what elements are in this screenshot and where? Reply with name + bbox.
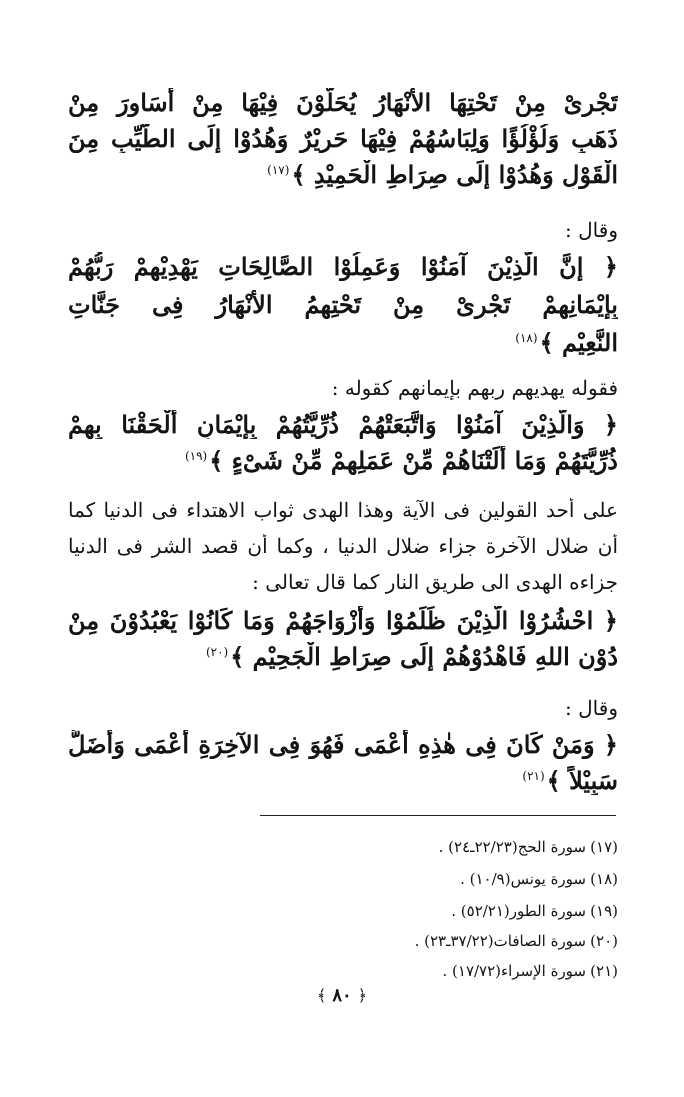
verse-text: دُوْنِ اللهِ فَاهْدُوْهُمْ إِلَى صِرَاطِ الْجَحِيْمِ ﴾ — [230, 642, 618, 671]
footnote-ref: (١٩) — [184, 449, 208, 463]
intro-text: وقال : — [565, 218, 618, 242]
footnote — [460, 870, 618, 888]
footnote — [443, 962, 619, 980]
footnote-number: (٢١) — [590, 962, 618, 980]
footnote-text: سورة الحج(٢٢/٢٣ـ٢٤) . — [438, 838, 586, 856]
verse-text: سَبِيْلاً ﴾ — [546, 766, 618, 795]
verse-line: ﴿ وَمَنْ كَانَ فِى هٰذِهِ أَعْمَى فَهُوَ فِى الآخِرَةِ أَعْمَى وَأَضَلُّ — [68, 730, 618, 759]
footnote-number: (١٩) — [590, 902, 618, 920]
verse-line-last — [68, 642, 618, 671]
ornament-left-icon: ﴾ — [316, 986, 327, 1005]
footnote-text: سورة الإسراء(١٧/٧٢) . — [442, 962, 586, 980]
verse-line: تَجْرِىْ مِنْ تَحْتِهَا الأَنْهَارُ يُحَلَّوْنَ فِيْهَا مِنْ أَسَاوِرَ مِنْ — [68, 88, 618, 117]
footnote-number: (١٨) — [590, 870, 618, 888]
verse-text: ذُرِّيَّتَهُمْ وَمَا أَلَتْنَاهُمْ مِّنْ عَمَلِهِمْ مِّنْ شَىْءٍ ﴾ — [209, 446, 618, 475]
verse-line: ﴿ وَالَّذِيْنَ آمَنُوْا وَاتَّبَعَتْهُمْ ذُرِّيَّتُهُمْ بِإِيْمَانٍ أَلْحَقْنَا بِهِمْ — [68, 410, 618, 439]
footnote-number: (١٧) — [590, 838, 618, 856]
footnote — [451, 902, 618, 920]
verse-line: ﴿ إِنَّ الَّذِيْنَ آمَنُوْا وَعَمِلُوْا الصَّالِحَاتِ يَهْدِيْهِمْ رَبُّهُمْ — [68, 252, 618, 281]
verse-line-last — [68, 328, 618, 357]
footnote-ref: (٢١) — [522, 769, 545, 783]
verse-text: الْقَوْلِ وَهُدُوْا إِلَى صِرَاطِ الْحَمِيْدِ ﴾ — [291, 160, 618, 189]
footnote-divider — [260, 815, 616, 816]
paragraph-line: أن ضلال الآخرة جزاء ضلال الدنيا ، وكما أن قصد الشر فى الدنيا — [68, 534, 618, 558]
page-number-value: ٨٠ — [332, 985, 352, 1006]
intro-text: وقال : — [565, 696, 618, 720]
footnote — [439, 838, 618, 856]
footnote-ref: (١٧) — [267, 163, 290, 177]
verse-line-last — [68, 160, 618, 189]
footnote-text: سورة يونس(١٠/٩) . — [460, 870, 586, 888]
paragraph-line: جزاءه الهدى الى طريق النار كما قال تعالى : — [252, 570, 618, 594]
verse-line-last — [68, 446, 618, 475]
footnote-ref: (٢٠) — [205, 645, 229, 659]
footnote — [415, 932, 618, 950]
footnote-text: سورة الطور(٥٢/٢١) . — [451, 902, 586, 920]
verse-line-last — [68, 766, 618, 795]
verse-text: النَّعِيْمِ ﴾ — [539, 328, 618, 357]
page-number — [0, 985, 684, 1006]
footnote-text: سورة الصافات(٣٧/٢٢ـ٢٣) . — [414, 932, 586, 950]
paragraph-line: على أحد القولين فى الآية وهذا الهدى ثواب الاهتداء فى الدنيا كما — [68, 498, 618, 522]
verse-line: بِإِيْمَانِهِمْ تَجْرِىْ مِنْ تَحْتِهِمُ الأَنْهَارُ فِى جَنَّاتِ — [68, 290, 618, 319]
intro-text: فقوله يهديهم ربهم بإيمانهم كقوله : — [331, 376, 618, 400]
ornament-right-icon: ﴿ — [357, 986, 368, 1005]
verse-line: ذَهَبٍ وَلُؤْلُؤًا وَلِبَاسُهُمْ فِيْهَا حَرِيْرٌ وَهُدُوْا إِلَى الطَّيِّبِ مِنَ — [68, 124, 618, 153]
footnote-ref: (١٨) — [515, 331, 538, 345]
footnote-number: (٢٠) — [590, 932, 618, 950]
verse-line: ﴿ احْشُرُوْا الَّذِيْنَ ظَلَمُوْا وَأَزْوَاجَهُمْ وَمَا كَانُوْا يَعْبُدُوْنَ مِنْ — [68, 606, 618, 635]
